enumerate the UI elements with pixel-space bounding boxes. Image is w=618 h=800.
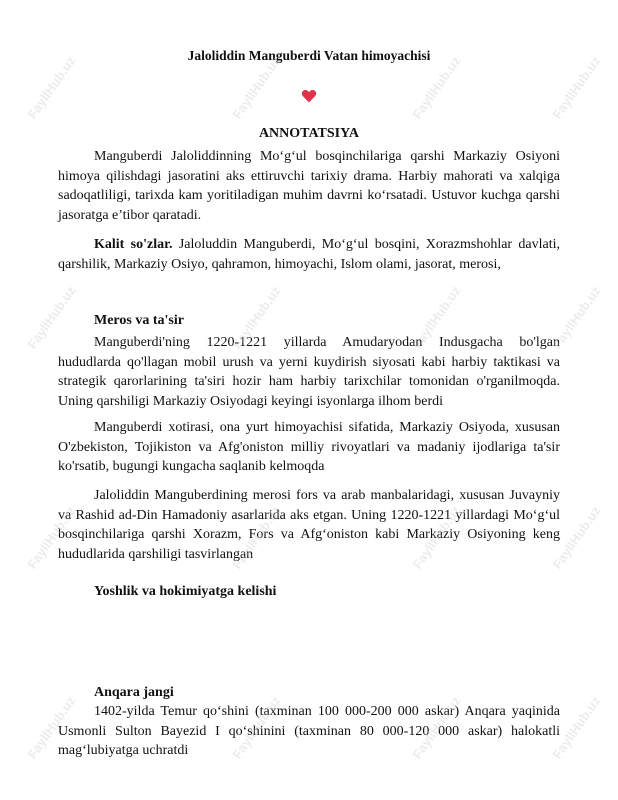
watermark-text: FayllHub.uz — [549, 283, 604, 352]
watermark-text: FayllHub.uz — [24, 503, 79, 572]
section-heading-anqara: Anqara jangi — [94, 685, 174, 700]
anqara-paragraph: 1402-yilda Temur qo‘shini (taxminan 100 000-200 000 askar) Anqara yaqinida Usmonli Sulton Bayezid I qo‘shinini (taxminan 80 000-120 000 askar) halokatli mag‘lubiyatga uchratdi — [58, 704, 560, 759]
section-heading-yoshlik: Yoshlik va hokimiyatga kelishi — [94, 584, 277, 599]
watermark-text: FayllHub.uz — [409, 53, 464, 122]
watermark-text: FayllHub.uz — [409, 503, 464, 572]
document-title: Jaloliddin Manguberdi Vatan himoyachisi — [187, 48, 431, 63]
watermark-text: FayllHub.uz — [549, 503, 604, 572]
watermark-text: FayllHub.uz — [24, 283, 79, 352]
meros-paragraph-1: Manguberdi'ning 1220-1221 yillarda Amudaryodan Indusgacha bo'lgan hududlarda qo'llagan mobil urush va yerni kuydirish siyosati kabi harbiy taktikasi va strategik qarorlarining ta'siri hozir ham harbiy tarixchilar tomonidan o'rganilmoqda. Uning qarshiligi Markaziy Osiyodagi keyingi isyonlarga ilhom berdi — [58, 335, 560, 409]
watermark-text: FayllHub.uz — [229, 503, 284, 572]
watermark-text: FayllHub.uz — [24, 693, 79, 762]
keywords-label: Kalit so'zlar. — [94, 237, 173, 252]
section-heading-meros: Meros va ta'sir — [94, 313, 184, 328]
meros-paragraph-3: Jaloliddin Manguberdining merosi fors va arab manbalaridagi, xususan Juvayniy va Rashid ad-Din Hamadoniy asarlarida aks etgan. Uning 1220-1221 yillardagi Mo‘g‘ul bosqinchilariga qarshi Xorazm, Fors va Afg‘oniston kabi Markaziy Osiyoning keng hududlarida qarshiligi tasvirlangan — [58, 488, 560, 562]
watermark-text: FayllHub.uz — [229, 693, 284, 762]
watermark-text: FayllHub.uz — [229, 283, 284, 352]
annotation-heading: ANNOTATSIYA — [258, 126, 360, 141]
keywords-text: Jaloluddin Manguberdi, Mo‘g‘ul bosqini, Xorazmshohlar davlati, qarshilik, Markaziy Osiyo, qahramon, himoyachi, Islom olami, jasorat, merosi, — [58, 237, 560, 272]
watermark-text: FayllHub.uz — [24, 53, 79, 122]
annotation-paragraph: Manguberdi Jaloliddinning Mo‘g‘ul bosqinchilariga qarshi Markaziy Osiyoni himoya qilishdagi jasoratini aks ettiruvchi tarixiy drama. Harbiy mahorati va xalqiga sadoqatliligi, tarixda kam yoritiladigan muhim davrni ko‘rsatadi. Ustuvor kuchga qarshi jasoratga e’tibor qaratadi. — [58, 149, 560, 223]
keywords-paragraph — [58, 235, 560, 274]
watermark-text: FayllHub.uz — [229, 53, 284, 122]
watermark-text: FayllHub.uz — [409, 283, 464, 352]
watermark-text: FayllHub.uz — [409, 693, 464, 762]
watermark-text: FayllHub.uz — [549, 53, 604, 122]
meros-paragraph-2: Manguberdi xotirasi, ona yurt himoyachisi sifatida, Markaziy Osiyoda, xususan O'zbekiston, Tojikiston va Afg'oniston milliy rivoyatlari va madaniy ijodlariga ta'sir ko'rsatib, bugungi kungacha saqlanib kelmoqda — [58, 420, 560, 475]
heart-icon — [301, 88, 317, 104]
watermark-text: FayllHub.uz — [549, 693, 604, 762]
